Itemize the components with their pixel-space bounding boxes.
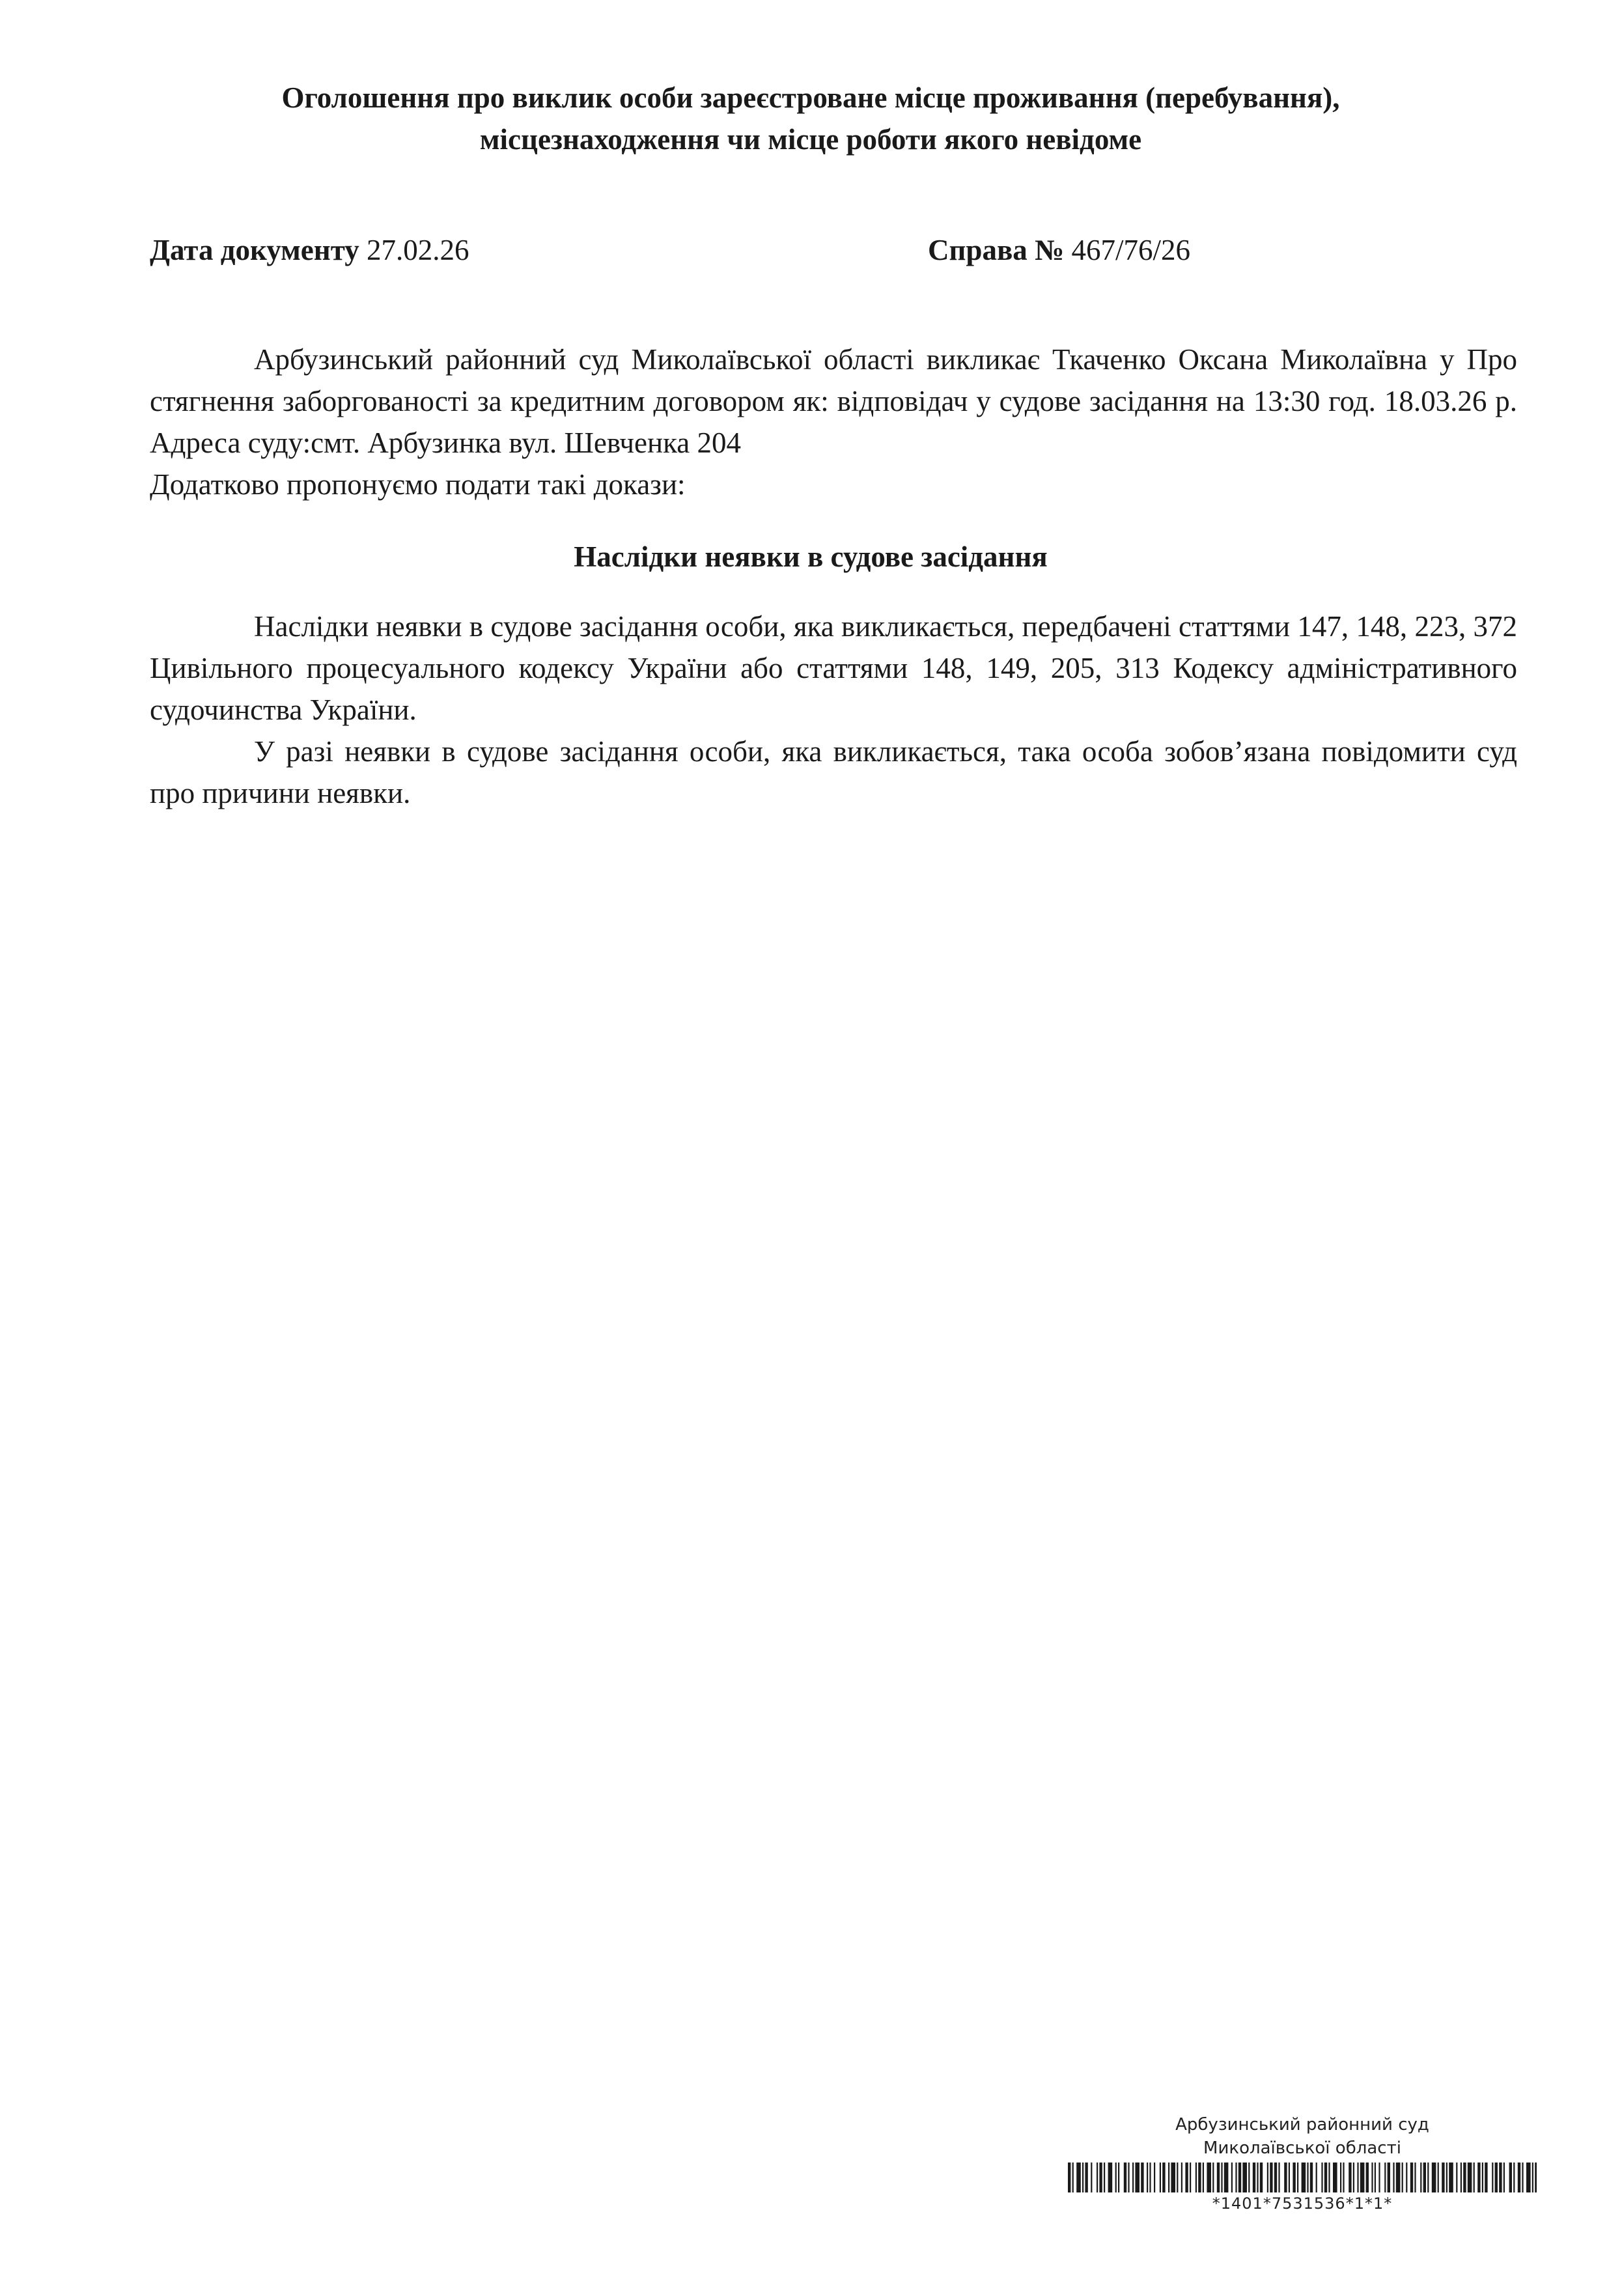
barcode-bar — [1082, 2163, 1084, 2192]
barcode-bar — [1085, 2163, 1087, 2192]
barcode-bar — [1482, 2163, 1483, 2192]
barcode-bar — [1485, 2163, 1487, 2192]
barcode-bar — [1456, 2163, 1457, 2192]
barcode-bar — [1321, 2163, 1322, 2192]
barcode-bar — [1181, 2163, 1182, 2192]
barcode-bar — [1360, 2163, 1365, 2192]
stamp-court-line-1: Арбузинський районний суд — [1175, 2115, 1429, 2135]
barcode-bar — [1307, 2163, 1308, 2192]
barcode-bar — [1449, 2163, 1453, 2192]
barcode-bar — [1267, 2163, 1268, 2192]
barcode-bar — [1224, 2163, 1229, 2192]
barcode-bar — [1097, 2163, 1098, 2192]
barcode-bar — [1446, 2163, 1447, 2192]
case-number — [928, 233, 1190, 267]
barcode-bar — [1468, 2163, 1472, 2192]
summons-paragraph: Арбузинський районний суд Миколаївської області викликає Ткаченко Оксана Миколаївна у Про стягнення заборгованості за кредитним договором як: відповідач у судове засідання на 13:30 год. 18.03.26 р. Адреса суду:смт. Арбузинка вул. Шевченка 204 — [150, 343, 1517, 459]
barcode-bar — [1396, 2163, 1401, 2192]
barcode-bar — [1128, 2163, 1129, 2192]
barcode-bar — [1532, 2163, 1533, 2192]
barcode-bar — [1118, 2163, 1119, 2192]
barcode-bar — [1149, 2163, 1151, 2192]
barcode-bar — [1349, 2163, 1351, 2192]
barcode-bar — [1393, 2163, 1394, 2192]
barcode-bar — [1196, 2163, 1197, 2192]
barcode-bar — [1253, 2163, 1255, 2192]
barcode-bar — [1221, 2163, 1222, 2192]
barcode-bar — [1108, 2163, 1113, 2192]
barcode-bar — [1474, 2163, 1475, 2192]
barcode-bar — [1072, 2163, 1074, 2192]
barcode-bar — [1293, 2163, 1295, 2192]
barcode-bar — [1274, 2163, 1277, 2192]
document-title — [150, 77, 1472, 160]
barcode-bar — [1289, 2163, 1290, 2192]
barcode-bar — [1343, 2163, 1344, 2192]
consequences-heading: Наслідки неявки в судове засідання — [574, 540, 1048, 573]
barcode-bar — [1099, 2163, 1102, 2192]
barcode-bar — [1068, 2163, 1070, 2192]
barcode-bar — [1217, 2163, 1220, 2192]
barcode-bar — [1278, 2163, 1279, 2192]
barcode-bar — [1503, 2163, 1505, 2192]
barcode-bar — [1353, 2163, 1354, 2192]
barcode-bar — [1522, 2163, 1523, 2192]
barcode-bar — [1526, 2163, 1531, 2192]
barcode-bar — [1316, 2163, 1317, 2192]
date-value: 27.02.26 — [366, 234, 469, 266]
barcode-bar — [1414, 2163, 1416, 2192]
barcode-bar — [1333, 2163, 1337, 2192]
barcode-bar — [1076, 2163, 1081, 2192]
barcode-bar — [1402, 2163, 1403, 2192]
barcode-bar — [1310, 2163, 1313, 2192]
date-label: Дата документу — [150, 234, 359, 266]
barcode-bar — [1198, 2163, 1201, 2192]
barcode-bar — [1463, 2163, 1466, 2192]
barcode-bar — [1160, 2163, 1161, 2192]
barcode-bar — [1104, 2163, 1105, 2192]
barcode-bar — [1115, 2163, 1117, 2192]
barcode-bar — [1270, 2163, 1272, 2192]
barcode-bar — [1427, 2163, 1429, 2192]
barcode-bar — [1328, 2163, 1330, 2192]
barcode-bar — [1492, 2163, 1493, 2192]
barcode-bar — [1168, 2163, 1169, 2192]
barcode-bar — [1371, 2163, 1373, 2192]
barcode-bar — [1499, 2163, 1502, 2192]
court-barcode-stamp — [1068, 2113, 1537, 2213]
barcode-bar — [1248, 2163, 1250, 2192]
barcode-bar — [1340, 2163, 1341, 2192]
document-date — [150, 233, 469, 267]
barcode-bar — [1091, 2163, 1092, 2192]
barcode-bar — [1509, 2163, 1512, 2192]
barcode-bar — [1324, 2163, 1327, 2192]
barcode-bar — [1132, 2163, 1134, 2192]
evidence-line: Додатково пропонуємо подати такі докази: — [150, 468, 686, 501]
barcode-text: *1401*7531536*1*1* — [1212, 2194, 1393, 2213]
barcode-bar — [1477, 2163, 1480, 2192]
barcode-bar — [1238, 2163, 1241, 2192]
barcode-bar — [1141, 2163, 1143, 2192]
barcode-bar — [1423, 2163, 1426, 2192]
barcode-bar — [1135, 2163, 1140, 2192]
barcode-bar — [1410, 2163, 1413, 2192]
barcode-bar — [1302, 2163, 1306, 2192]
barcode-bar — [1235, 2163, 1237, 2192]
case-label: Справа № — [928, 234, 1065, 266]
barcode-bar — [1518, 2163, 1520, 2192]
barcode-bar — [1297, 2163, 1298, 2192]
consequences-paragraph-1: Наслідки неявки в судове засідання особи, яка викликається, передбачені статтями 147, 148, 223, 372 Цивільного процесуального кодексу України або статтями 148, 149, 205, 313 Кодексу адміністративного судочинства України. — [150, 610, 1517, 726]
barcode-bar — [1378, 2163, 1380, 2192]
barcode-bar — [1513, 2163, 1515, 2192]
barcode-bar — [1461, 2163, 1462, 2192]
barcode-bar — [1190, 2163, 1191, 2192]
barcode-bar — [1177, 2163, 1178, 2192]
barcode-bar — [1154, 2163, 1155, 2192]
consequences-paragraph-2: У разі неявки в судове засідання особи, яка викликається, така особа зобов’язана повідомити суд про причини неявки. — [150, 735, 1517, 809]
barcode-bar — [1147, 2163, 1148, 2192]
barcode-bar — [1495, 2163, 1498, 2192]
barcode-bar — [1388, 2163, 1390, 2192]
barcode-bar — [1207, 2163, 1211, 2192]
title-line-1: Оголошення про виклик особи зареєстроване місце проживання (перебування), — [281, 81, 1340, 114]
title-line-2: місцезнаходження чи місце роботи якого невідоме — [479, 123, 1142, 156]
barcode-bar — [1438, 2163, 1439, 2192]
barcode-bar — [1212, 2163, 1214, 2192]
barcode-bar — [1162, 2163, 1165, 2192]
barcode-bar — [1203, 2163, 1204, 2192]
case-value: 467/76/26 — [1071, 234, 1190, 266]
barcode-bar — [1260, 2163, 1263, 2192]
barcode-bar — [1442, 2163, 1444, 2192]
barcode-bar — [1406, 2163, 1407, 2192]
barcode-bar — [1366, 2163, 1369, 2192]
barcode-bar — [1185, 2163, 1188, 2192]
stamp-court-line-2: Миколаївської області — [1203, 2138, 1401, 2158]
barcode-bar — [1124, 2163, 1126, 2192]
barcode-bar — [1171, 2163, 1175, 2192]
summons-block — [150, 339, 1517, 505]
barcode-bar — [1535, 2163, 1537, 2192]
barcode-bar — [1257, 2163, 1258, 2192]
barcode-bar — [1375, 2163, 1376, 2192]
barcode-bar — [1231, 2163, 1233, 2192]
barcode-bar — [1432, 2163, 1436, 2192]
barcode-bar — [1357, 2163, 1358, 2192]
consequences-block — [150, 606, 1517, 814]
barcode-image — [1068, 2163, 1537, 2192]
document-meta — [150, 233, 1472, 275]
barcode-bar — [1384, 2163, 1386, 2192]
barcode-bar — [1284, 2163, 1287, 2192]
barcode-bar — [1242, 2163, 1247, 2192]
barcode-bar — [1420, 2163, 1421, 2192]
